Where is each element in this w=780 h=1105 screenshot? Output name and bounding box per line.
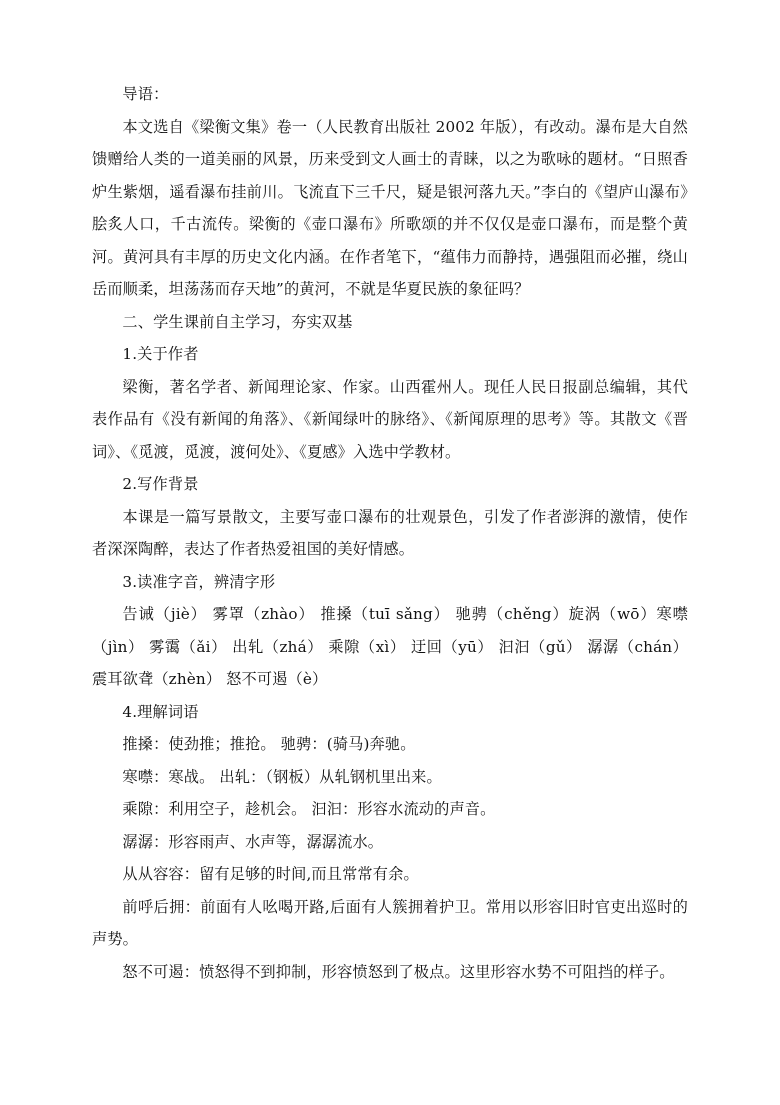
subheading-vocabulary: 4.理解词语 [122, 702, 199, 721]
vocabulary-item: 前呼后拥：前面有人吆喝开路,后面有人簇拥着护卫。常用以形容旧时官吏出巡时的声势。 [92, 897, 688, 948]
author-body: 梁衡，著名学者、新闻理论家、作家。山西霍州人。现任人民日报副总编辑，其代表作品有《没有新闻的角落》、《新闻绿叶的脉络》、《新闻原理的思考》等。其散文《晋词》、《觅渡，觅渡，渡何处》、《夏感》入选中学教材。 [92, 377, 688, 461]
vocabulary-item: 怒不可遏：愤怒得不到抑制，形容愤怒到了极点。这里形容水势不可阻挡的样子。 [122, 962, 675, 981]
intro-heading: 导语： [122, 85, 169, 103]
vocabulary-item: 从从容容：留有足够的时间,而且常常有余。 [122, 865, 419, 883]
vocabulary-item: 潺潺：形容雨声、水声等，潺潺流水。 [122, 832, 384, 851]
vocabulary-item: 推搡：使劲推；推抢。 驰骋：(骑马)奔驰。 [122, 735, 416, 753]
subheading-pronunciation: 3.读准字音，辨清字形 [122, 572, 276, 591]
background-body: 本课是一篇写景散文，主要写壶口瀑布的壮观景色，引发了作者澎湃的激情，使作者深深陶醉，表达了作者热爱祖国的美好情感。 [92, 507, 688, 558]
subheading-author: 1.关于作者 [122, 345, 199, 363]
section-heading: 二、学生课前自主学习，夯实双基 [122, 312, 353, 331]
subheading-background: 2.写作背景 [122, 475, 199, 493]
vocabulary-item: 寒噤：寒战。 出轧：（钢板）从轧钢机里出来。 [122, 767, 442, 786]
intro-body: 本文选自《梁衡文集》卷一（人民教育出版社 2002 年版），有改动。瀑布是大自然馈赠给人类的一道美丽的风景，历来受到文人画士的青睐，以之为歌咏的题材。“日照香炉生紫烟，遥看瀑布挂前川。飞流直下三千尺，疑是银河落九天。”李白的《望庐山瀑布》脍炙人口，千古流传。梁衡的《壶口瀑布》所歌颂的并不仅仅是壶口瀑布，而是整个黄河。黄河具有丰厚的历史文化内涵。在作者笔下，“蕴伟力而静持，遇强阻而必摧，绕山岳而顺柔，坦荡荡而存天地”的黄河，不就是华夏民族的象征吗？ [92, 117, 688, 298]
vocabulary-item: 乘隙：利用空子，趁机会。 汩汩：形容水流动的声音。 [122, 800, 496, 818]
pronunciation-list: 告诫（jiè） 雾罩（zhào） 推搡（tuī sǎng） 驰骋（chěng）旋涡（wō）寒噤（jìn） 雾霭（ǎi） 出轧（zhá） 乘隙（xì） 迂回（yū） 汩汩（gǔ） 潺潺（chán） 震耳欲聋（zhèn） 怒不可遏（è） [92, 605, 688, 688]
